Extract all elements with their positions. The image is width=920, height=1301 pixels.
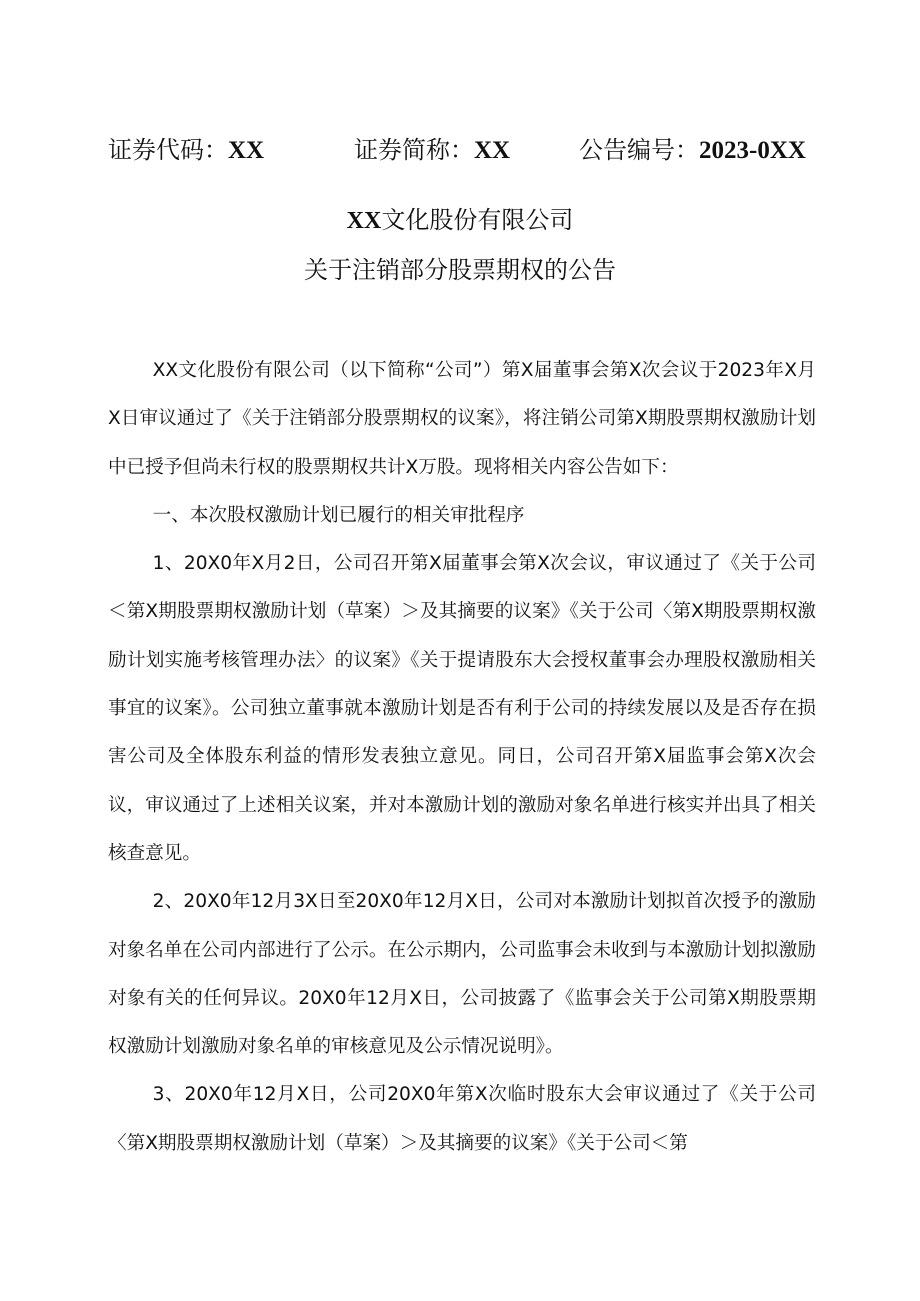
body-paragraph: 1、20X0年X月2日，公司召开第X届董事会第X次会议，审议通过了《关于公司＜第X期股票期权激励计划（草案）＞及其摘要的议案》《关于公司〈第X期股票期权激励计划实施考核管理办法〉的议案》《关于提请股东大会授权董事会办理股权激励相关事宜的议案》。公司独立董事就本激励计划是否有利于公司的持续发展以及是否存在损害公司及全体股东利益的情形发表独立意见。同日，公司召开第X届监事会第X次会议，审议通过了上述相关议案，并对本激励计划的激励对象名单进行核实并出具了相关核查意见。: [108, 553, 816, 864]
stock-abbreviation: [354, 130, 510, 171]
stock-code-value: XX: [228, 137, 265, 164]
announcement-number-label: 公告编号：: [579, 136, 699, 164]
announcement-header: [108, 130, 828, 170]
company-title-rest: 文化股份有限公司: [381, 206, 574, 234]
body-paragraph: 3、20X0年12月X日，公司20X0年第X次临时股东大会审议通过了《关于公司〈第X期股票期权激励计划（草案）＞及其摘要的议案》《关于公司＜第: [108, 1084, 816, 1154]
company-title-bold: XX: [346, 208, 382, 234]
announcement-number: [579, 130, 806, 171]
company-title: [0, 203, 920, 238]
announcement-body: [108, 347, 816, 1168]
section-heading: 一、本次股权激励计划已履行的相关审批程序: [152, 504, 525, 526]
announcement-subject: 关于注销部分股票期权的公告: [304, 256, 616, 284]
stock-code-label: 证券代码：: [108, 136, 228, 164]
stock-code: [108, 130, 264, 171]
stock-abbreviation-value: XX: [474, 137, 511, 164]
body-paragraph: 2、20X0年12月3X日至20X0年12月X日，公司对本激励计划拟首次授予的激励对象名单在公司内部进行了公示。在公示期内，公司监事会未收到与本激励计划拟激励对象有关的任何异议。20X0年12月X日，公司披露了《监事会关于公司第X期股票期权激励计划激励对象名单的审核意见及公示情况说明》。: [108, 891, 816, 1058]
stock-abbreviation-label: 证券简称：: [354, 136, 474, 164]
announcement-number-value: 2023-0XX: [699, 137, 806, 164]
intro-paragraph: XX文化股份有限公司（以下简称“公司”）第X届董事会第X次会议于2023年X月X日审议通过了《关于注销部分股票期权的议案》，将注销公司第X期股票期权激励计划中已授予但尚未行权的股票期权共计X万股。现将相关内容公告如下：: [108, 360, 816, 478]
